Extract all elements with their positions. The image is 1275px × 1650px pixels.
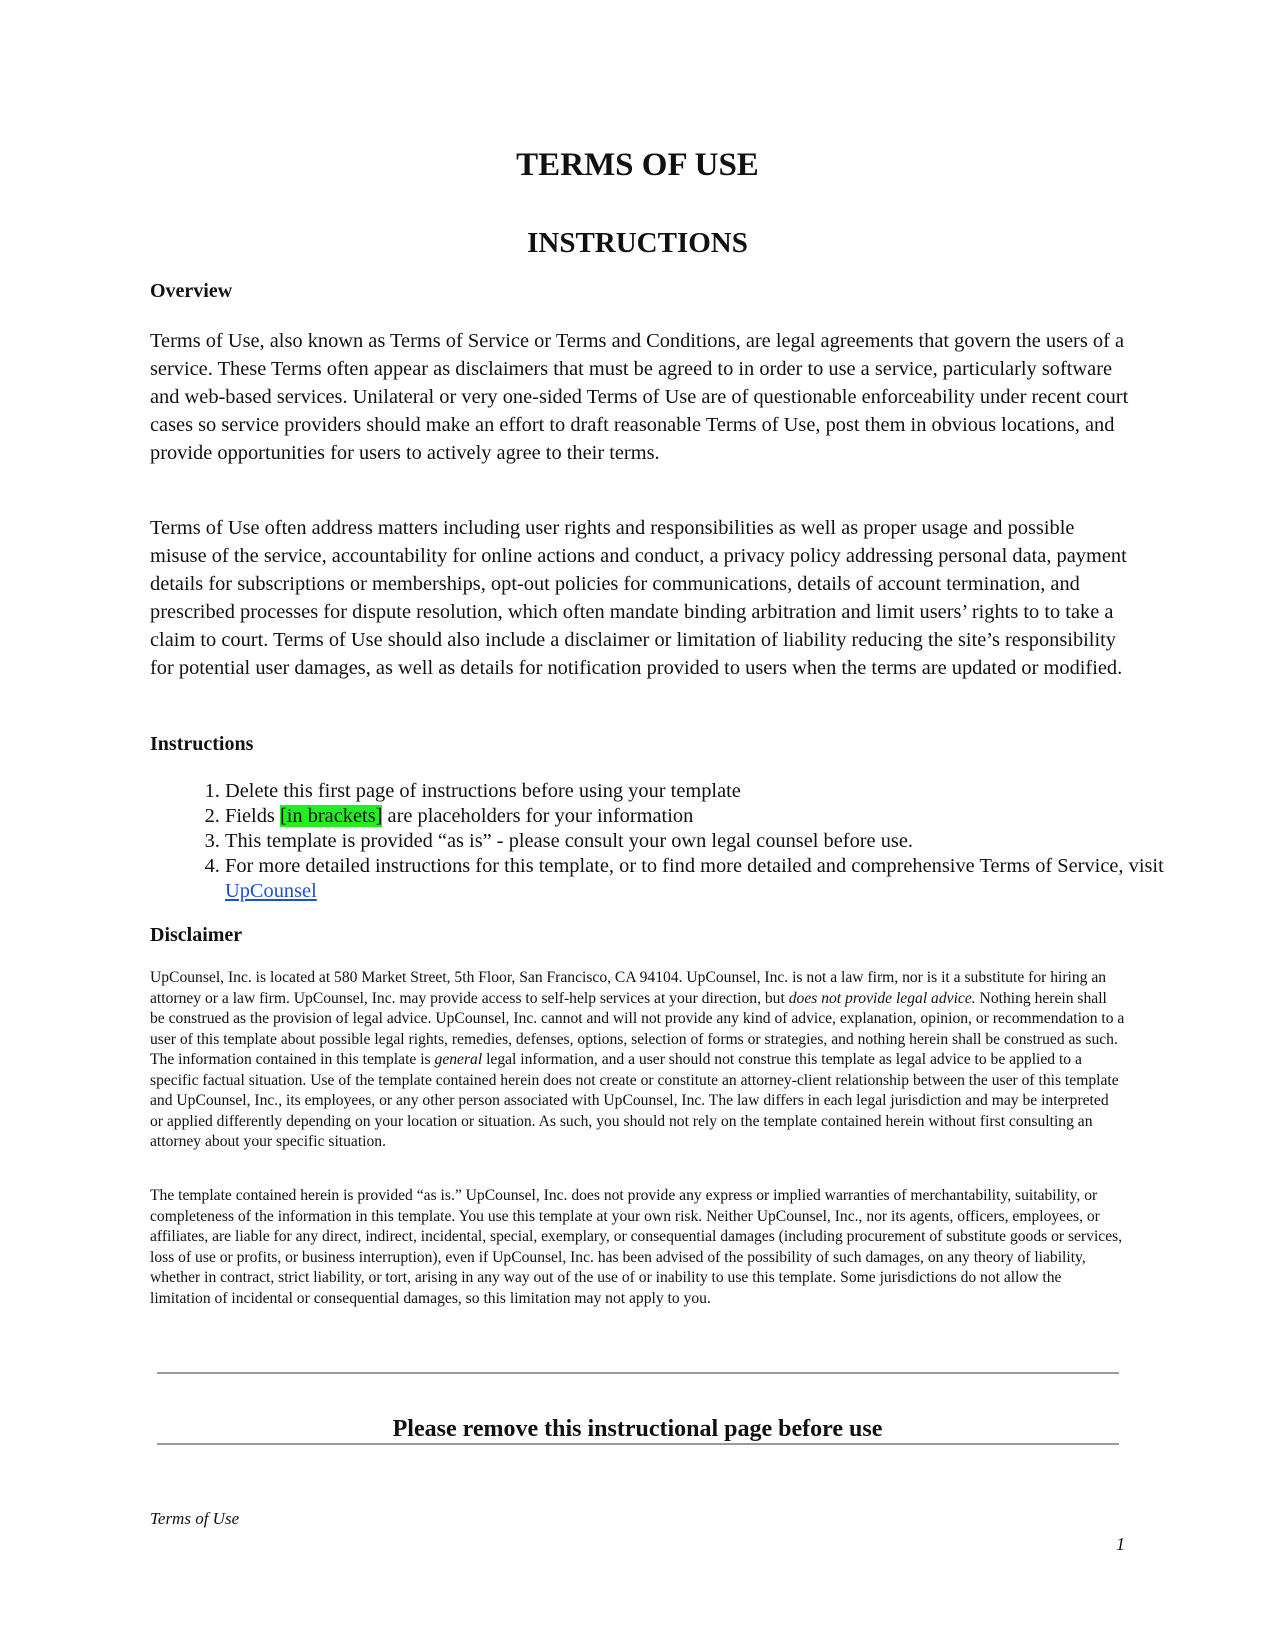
instruction-item-1 (225, 779, 1205, 804)
overview-paragraph-1: Terms of Use, also known as Terms of Service or Terms and Conditions, are legal agreements that govern the users of a service. These Terms often appear as disclaimers that must be agreed to in order to use a service, particularly software and web-based services. Unilateral or very one-sided Terms of Use are of questionable enforceability under recent court cases so service providers should make an effort to draft reasonable Terms of Use, post them in obvious locations, and provide opportunities for users to actively agree to their terms. (150, 330, 1129, 464)
divider-top (157, 1372, 1119, 1374)
instruction-item-3-text: This template is provided “as is” - please consult your own legal counsel before use. (225, 830, 913, 852)
disclaimer-text: Nothing herein shall be construed as the provision of legal advice. UpCounsel, Inc. cannot and will not provide any kind of advice, explanation, opinion, or recommendation to a user of this template about possible legal rights, remedies, defenses, options, selection of forms or strategies, and nothing herein shall be construed as such. The information contained in this template is (150, 989, 1125, 1068)
overview-paragraph-2: Terms of Use often address matters including user rights and responsibilities as well as proper usage and possible misuse of the service, accountability for online actions and conduct, a privacy policy addressing personal data, payment details for subscriptions or memberships, opt-out policies for communications, details of account termination, and prescribed processes for dispute resolution, which often mandate binding arbitration and limit users’ rights to to take a claim to court. Terms of Use should also include a disclaimer or limitation of liability reducing the site’s responsibility for potential user damages, as well as details for notification provided to users when the terms are updated or modified. (150, 517, 1127, 679)
instructions-list (150, 779, 1205, 904)
divider-bottom (157, 1443, 1119, 1445)
disclaimer-text: legal information, and a user should not construe this template as legal advice to be applied to a specific factual situation. Use of the template contained herein does not create or constitute an attorney-client relationship between the user of this template and UpCounsel, Inc., its employees, or any other person associated with UpCounsel, Inc. The law differs in each legal jurisdiction and may be interpreted or applied differently depending on your location or situation. As such, you should not rely on the template contained herein without first consulting an attorney about your specific situation. (150, 1051, 1119, 1150)
instructions-heading: Instructions (150, 733, 254, 755)
disclaimer-paragraph-1 (150, 968, 1125, 1153)
instruction-item-1-text: Delete this first page of instructions before using your template (225, 780, 741, 802)
document-title: TERMS OF USE (516, 147, 759, 183)
disclaimer-emphasis: general (434, 1051, 483, 1068)
disclaimer-text: UpCounsel, Inc. is located at 580 Market Street, 5th Floor, San Francisco, CA 94104. UpCounsel, Inc. is not a law firm, nor is it a substitute for hiring an attorney or a law firm. UpCounsel, Inc. may provide access to self-help services at your direction, but (150, 969, 1107, 1007)
instruction-item-2-text-end: are placeholders for your information (382, 805, 694, 827)
remove-page-notice: Please remove this instructional page before use (392, 1416, 883, 1442)
instruction-item-4 (225, 854, 1205, 904)
placeholder-highlight: [in brackets] (279, 805, 383, 827)
overview-heading: Overview (150, 280, 233, 302)
instruction-item-3 (225, 829, 1205, 854)
footer-document-title: Terms of Use (150, 1509, 240, 1528)
disclaimer-paragraph-2: The template contained herein is provided “as is.” UpCounsel, Inc. does not provide any express or implied warranties of merchantability, suitability, or completeness of the information in this template. You use this template at your own risk. Neither UpCounsel, Inc., nor its agents, officers, employees, or affiliates, are liable for any direct, indirect, incidental, special, exemplary, or consequential damages (including procurement of substitute goods or services, loss of use or profits, or business interruption), even if UpCounsel, Inc. has been advised of the possibility of such damages, on any theory of liability, whether in contract, strict liability, or tort, arising in any way out of the use of or inability to use this template. Some jurisdictions do not allow the limitation of incidental or consequential damages, so this limitation may not apply to you. (150, 1187, 1123, 1307)
document-subtitle: INSTRUCTIONS (527, 227, 748, 259)
instruction-item-4-text: For more detailed instructions for this template, or to find more detailed and comprehensive Terms of Service, visit (225, 855, 1164, 877)
disclaimer-emphasis: does not provide legal advice. (788, 989, 976, 1007)
page-number: 1 (1116, 1534, 1125, 1554)
instruction-item-2 (225, 804, 1205, 829)
upcounsel-link[interactable]: UpCounsel (225, 880, 317, 902)
instruction-item-2-text-start: Fields (225, 805, 280, 827)
disclaimer-heading: Disclaimer (150, 924, 243, 946)
